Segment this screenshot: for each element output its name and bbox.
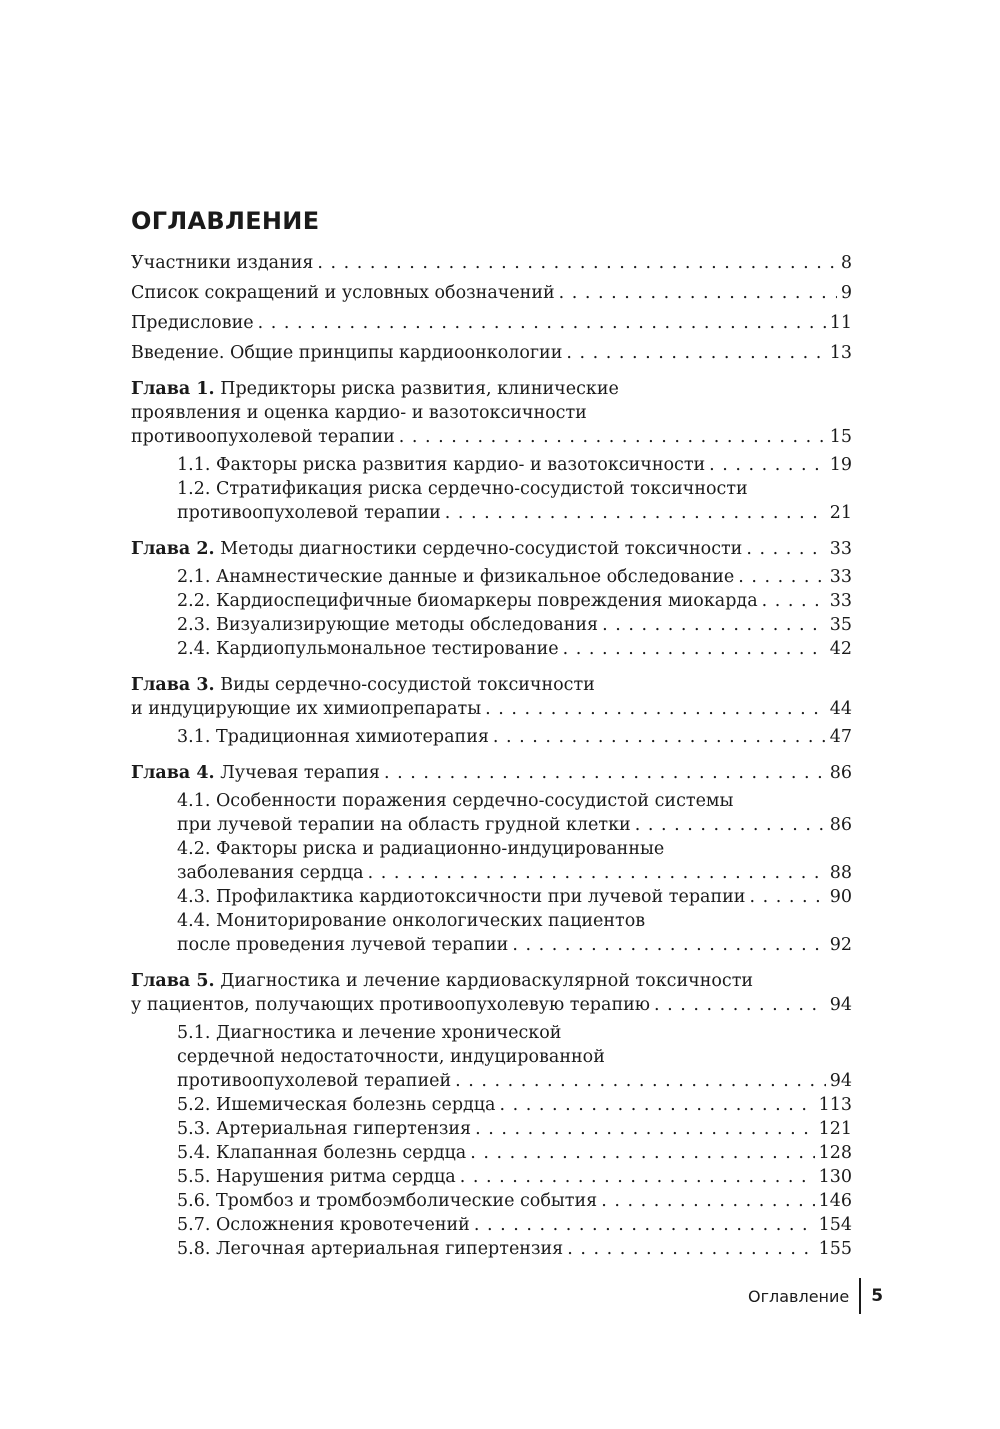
dot-leader xyxy=(738,565,825,589)
toc-page-number: 88 xyxy=(829,863,852,883)
toc-entry-text xyxy=(131,537,742,561)
toc-entry-text: Предисловие xyxy=(131,313,254,333)
dot-leader xyxy=(485,697,826,721)
chapter-label: Глава 1. xyxy=(131,379,215,399)
section-entry xyxy=(177,589,852,613)
toc-row xyxy=(131,993,852,1017)
toc-row xyxy=(177,885,852,909)
toc-page-number: 128 xyxy=(818,1143,852,1163)
section-entry xyxy=(177,565,852,589)
toc-entry-text: 1.1. Факторы риска развития кардио- и вазотоксичности xyxy=(177,455,706,475)
toc-entry xyxy=(131,251,852,275)
chapter-line xyxy=(131,673,852,697)
toc-list xyxy=(131,251,852,1261)
toc-row xyxy=(177,1213,852,1237)
toc-entry-text: 3.1. Традиционная химиотерапия xyxy=(177,727,489,747)
dot-leader xyxy=(563,637,826,661)
section-entry xyxy=(177,837,852,885)
toc-row xyxy=(131,761,852,785)
chapter-entry xyxy=(131,537,852,561)
section-entry xyxy=(177,1141,852,1165)
toc-page-number: 9 xyxy=(840,283,852,303)
dot-leader xyxy=(493,725,826,749)
page-title: ОГЛАВЛЕНИЕ xyxy=(131,207,320,235)
toc-page-number: 94 xyxy=(829,995,852,1015)
chapter-line xyxy=(131,377,852,401)
toc-row xyxy=(177,1237,852,1261)
dot-leader xyxy=(601,1189,814,1213)
dot-leader xyxy=(567,1237,814,1261)
section-entry xyxy=(177,1165,852,1189)
section-line: 4.2. Факторы риска и радиационно-индуцированные xyxy=(177,839,665,859)
section-list xyxy=(131,565,852,661)
chapter-label: Глава 2. xyxy=(131,539,215,559)
toc-entry-text: после проведения лучевой терапии xyxy=(177,935,509,955)
section-entry xyxy=(177,1189,852,1213)
toc-row xyxy=(177,589,852,613)
dot-leader xyxy=(445,501,826,525)
chapter-entry xyxy=(131,969,852,1017)
section-entry xyxy=(177,725,852,749)
dot-leader xyxy=(399,425,826,449)
toc-entry-text: у пациентов, получающих противоопухолевую терапию xyxy=(131,995,651,1015)
dot-leader xyxy=(474,1213,815,1237)
toc-entry-text: Введение. Общие принципы кардиоонкологии xyxy=(131,343,563,363)
toc-entry-text: Участники издания xyxy=(131,253,314,273)
running-footer xyxy=(748,1278,883,1314)
section-list xyxy=(131,725,852,749)
chapter-title: Предикторы риска развития, клинические xyxy=(220,379,619,399)
dot-leader xyxy=(566,341,825,365)
toc-row xyxy=(177,933,852,957)
chapter-title: Методы диагностики сердечно-сосудистой токсичности xyxy=(220,539,743,559)
section-list xyxy=(131,453,852,525)
dot-leader xyxy=(512,933,825,957)
dot-leader xyxy=(460,1165,815,1189)
toc-page-number: 21 xyxy=(829,503,852,523)
toc-page-number: 155 xyxy=(818,1239,852,1259)
toc-entry-text: при лучевой терапии на область грудной клетки xyxy=(177,815,631,835)
toc-page-number: 47 xyxy=(829,727,852,747)
toc-page-number: 92 xyxy=(829,935,852,955)
toc-entry-text: 2.3. Визуализирующие методы обследования xyxy=(177,615,599,635)
footer-divider xyxy=(859,1278,861,1314)
dot-leader xyxy=(455,1069,826,1093)
toc-row xyxy=(177,1189,852,1213)
section-line: сердечной недостаточности, индуцированной xyxy=(177,1047,605,1067)
section-entry xyxy=(177,453,852,477)
section-list xyxy=(131,1021,852,1261)
dot-leader xyxy=(762,589,826,613)
section-entry xyxy=(177,1237,852,1261)
chapter-entry xyxy=(131,761,852,785)
dot-leader xyxy=(559,281,837,305)
table-of-contents xyxy=(131,205,852,1261)
toc-page-number: 146 xyxy=(818,1191,852,1211)
dot-leader xyxy=(709,453,826,477)
toc-page-number: 35 xyxy=(829,615,852,635)
toc-page-number: 11 xyxy=(829,313,852,333)
toc-entry-text: противоопухолевой терапии xyxy=(177,503,441,523)
toc-page-number: 33 xyxy=(829,539,852,559)
dot-leader xyxy=(746,537,825,561)
toc-page-number: 86 xyxy=(829,763,852,783)
footer-label: Оглавление xyxy=(748,1286,850,1306)
section-entry xyxy=(177,1117,852,1141)
toc-row xyxy=(177,1093,852,1117)
section-entry xyxy=(177,1213,852,1237)
section-entry xyxy=(177,909,852,957)
toc-page-number: 15 xyxy=(829,427,852,447)
toc-row xyxy=(177,861,852,885)
section-entry xyxy=(177,637,852,661)
dot-leader xyxy=(602,613,826,637)
toc-page-number: 33 xyxy=(829,567,852,587)
section-entry xyxy=(177,1021,852,1093)
toc-entry-text: 5.5. Нарушения ритма сердца xyxy=(177,1167,456,1187)
toc-entry-text: 5.4. Клапанная болезнь сердца xyxy=(177,1143,467,1163)
section-line: 5.1. Диагностика и лечение хронической xyxy=(177,1023,562,1043)
dot-leader xyxy=(317,251,836,275)
dot-leader xyxy=(654,993,826,1017)
section-entry xyxy=(177,613,852,637)
toc-entry-text: 2.2. Кардиоспецифичные биомаркеры повреждения миокарда xyxy=(177,591,758,611)
toc-entry-text: 4.3. Профилактика кардиотоксичности при лучевой терапии xyxy=(177,887,746,907)
toc-entry xyxy=(131,281,852,305)
toc-row xyxy=(177,1069,852,1093)
toc-entry-text: Список сокращений и условных обозначений xyxy=(131,283,555,303)
chapter-label: Глава 4. xyxy=(131,763,215,783)
chapter-label: Глава 3. xyxy=(131,675,215,695)
toc-row xyxy=(177,637,852,661)
dot-leader xyxy=(258,311,826,335)
section-entry xyxy=(177,1093,852,1117)
toc-entry-text: 5.7. Осложнения кровотечений xyxy=(177,1215,470,1235)
dot-leader xyxy=(475,1117,814,1141)
toc-row xyxy=(177,565,852,589)
toc-page-number: 113 xyxy=(818,1095,852,1115)
chapter-entry xyxy=(131,673,852,721)
chapter-entry xyxy=(131,377,852,449)
toc-entry-text: 2.1. Анамнестические данные и физикальное обследование xyxy=(177,567,735,587)
toc-row xyxy=(131,251,852,275)
dot-leader xyxy=(470,1141,814,1165)
toc-row xyxy=(131,425,852,449)
toc-entry xyxy=(131,311,852,335)
toc-row xyxy=(177,453,852,477)
toc-row xyxy=(177,813,852,837)
dot-leader xyxy=(635,813,826,837)
section-line: 4.4. Мониторирование онкологических пациентов xyxy=(177,911,646,931)
toc-page-number: 19 xyxy=(829,455,852,475)
toc-row xyxy=(177,1141,852,1165)
chapter-title: Лучевая терапия xyxy=(220,763,380,783)
toc-row xyxy=(177,613,852,637)
toc-row xyxy=(177,501,852,525)
toc-page-number: 33 xyxy=(829,591,852,611)
chapter-title: Диагностика и лечение кардиоваскулярной токсичности xyxy=(220,971,754,991)
toc-page-number: 86 xyxy=(829,815,852,835)
toc-page-number: 13 xyxy=(829,343,852,363)
toc-entry-text: противоопухолевой терапии xyxy=(131,427,395,447)
toc-page-number: 44 xyxy=(829,699,852,719)
dot-leader xyxy=(500,1093,815,1117)
section-entry xyxy=(177,789,852,837)
toc-row xyxy=(131,537,852,561)
toc-entry xyxy=(131,341,852,365)
toc-entry-text: заболевания сердца xyxy=(177,863,364,883)
toc-row xyxy=(177,1117,852,1141)
chapter-line: проявления и оценка кардио- и вазотоксичности xyxy=(131,403,587,423)
toc-page-number: 42 xyxy=(829,639,852,659)
section-list xyxy=(131,789,852,957)
toc-row xyxy=(131,341,852,365)
toc-entry-text: противоопухолевой терапией xyxy=(177,1071,452,1091)
toc-entry-text xyxy=(131,761,380,785)
toc-entry-text: 2.4. Кардиопульмональное тестирование xyxy=(177,639,559,659)
toc-page-number: 121 xyxy=(818,1119,852,1139)
toc-entry-text: 5.8. Легочная артериальная гипертензия xyxy=(177,1239,564,1259)
dot-leader xyxy=(368,861,826,885)
dot-leader xyxy=(749,885,825,909)
chapter-label: Глава 5. xyxy=(131,971,215,991)
toc-page-number: 90 xyxy=(829,887,852,907)
toc-page-number: 94 xyxy=(829,1071,852,1091)
chapter-title: Виды сердечно-сосудистой токсичности xyxy=(220,675,595,695)
toc-page-number: 130 xyxy=(818,1167,852,1187)
dot-leader xyxy=(384,761,826,785)
toc-page-number: 8 xyxy=(840,253,852,273)
section-entry xyxy=(177,477,852,525)
toc-entry-text: 5.6. Тромбоз и тромбоэмболические события xyxy=(177,1191,598,1211)
toc-entry-text: 5.2. Ишемическая болезнь сердца xyxy=(177,1095,496,1115)
section-line: 1.2. Стратификация риска сердечно-сосудистой токсичности xyxy=(177,479,748,499)
section-entry xyxy=(177,885,852,909)
toc-row xyxy=(177,1165,852,1189)
section-line: 4.1. Особенности поражения сердечно-сосудистой системы xyxy=(177,791,734,811)
chapter-line xyxy=(131,969,852,993)
toc-row xyxy=(131,311,852,335)
toc-entry-text: 5.3. Артериальная гипертензия xyxy=(177,1119,472,1139)
toc-row xyxy=(131,697,852,721)
page-number: 5 xyxy=(871,1286,884,1306)
toc-row xyxy=(177,725,852,749)
toc-row xyxy=(131,281,852,305)
toc-page-number: 154 xyxy=(818,1215,852,1235)
toc-entry-text: и индуцирующие их химиопрепараты xyxy=(131,699,482,719)
